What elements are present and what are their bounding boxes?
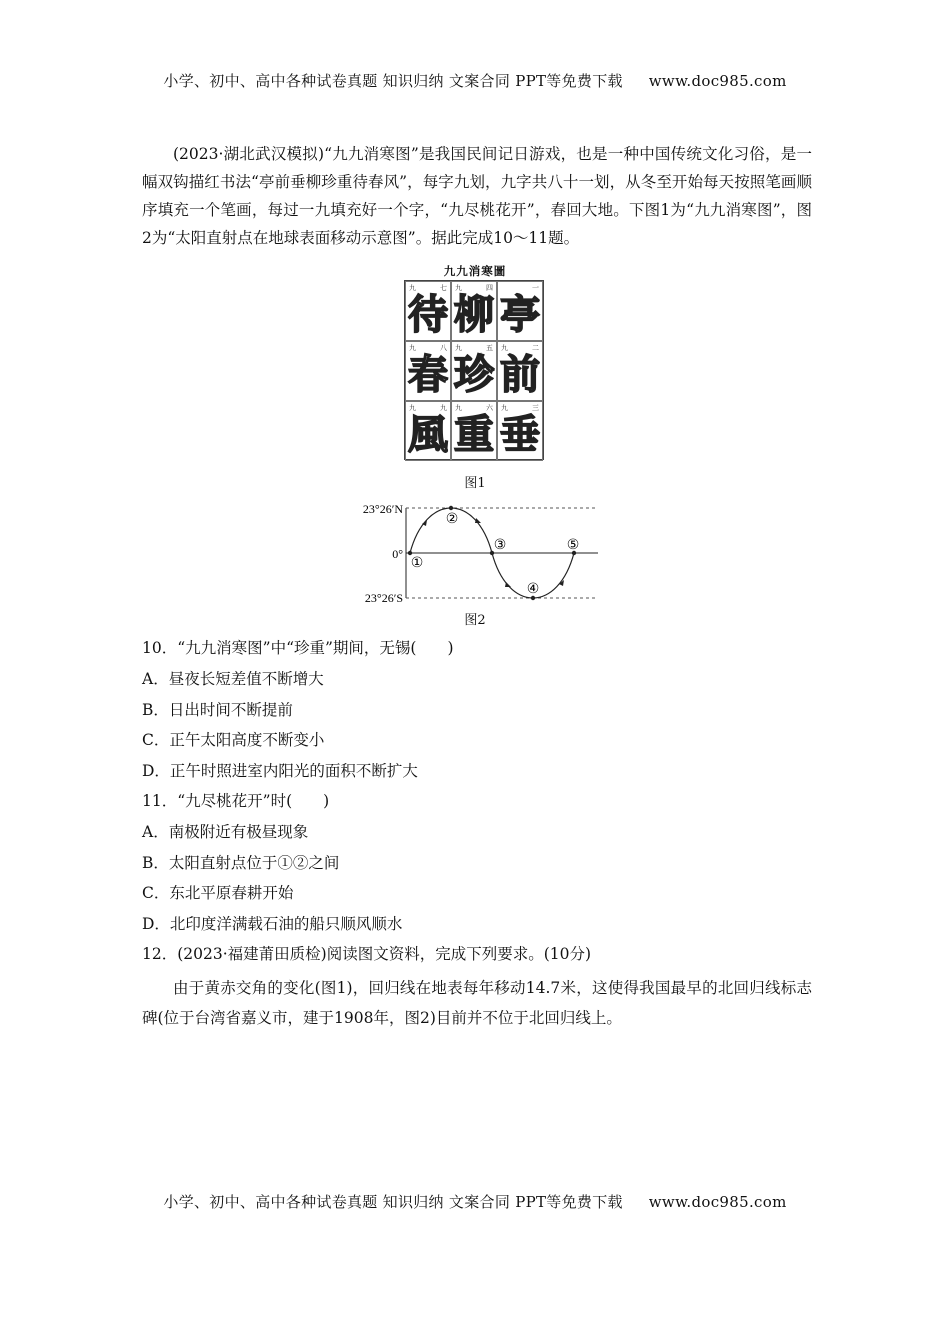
point-label: ③ xyxy=(493,537,507,553)
cell-label: 三 xyxy=(532,404,539,412)
figure-1 xyxy=(404,262,546,460)
point-label: ② xyxy=(445,511,459,527)
cell-label: 九 xyxy=(455,344,462,352)
cell-label: 九 xyxy=(409,404,416,412)
grid-cell xyxy=(451,281,497,341)
cell-label: 八 xyxy=(440,344,447,352)
cell-character: 風 xyxy=(408,412,448,458)
grid-cell xyxy=(405,281,451,341)
cell-label: 九 xyxy=(455,284,462,292)
cell-label: 九 xyxy=(501,344,508,352)
q11-option-d: D．北印度洋满载石油的船只顺风顺水 xyxy=(142,915,403,933)
label-south: 23°26′S xyxy=(364,591,403,605)
footer-text: 小学、初中、高中各种试卷真题 知识归纳 文案合同 PPT等免费下载 xyxy=(163,1193,623,1211)
cell-character: 待 xyxy=(408,292,448,338)
q11-stem: 11．“九尽桃花开”时( ) xyxy=(142,792,330,810)
q10-option-d: D．正午时照进室内阳光的面积不断扩大 xyxy=(142,762,418,780)
point-dot xyxy=(449,506,453,510)
point-label: ④ xyxy=(526,581,540,597)
cell-character: 珍 xyxy=(454,352,494,398)
label-north: 23°26′N xyxy=(362,502,403,516)
grid-cell xyxy=(405,341,451,401)
cell-character: 柳 xyxy=(454,292,494,338)
header-text: 小学、初中、高中各种试卷真题 知识归纳 文案合同 PPT等免费下载 xyxy=(163,72,623,90)
label-equator: 0° xyxy=(392,547,403,561)
arrow-icon xyxy=(505,582,511,587)
cell-label: 六 xyxy=(486,404,493,412)
cell-label: 九 xyxy=(409,284,416,292)
grid-cell xyxy=(497,341,543,401)
cell-label: 九 xyxy=(409,344,416,352)
grid-cell xyxy=(497,401,543,461)
cell-character: 春 xyxy=(408,352,448,398)
cell-label: 五 xyxy=(486,344,493,352)
point-label: ⑤ xyxy=(566,537,580,553)
figure-2-caption: 图2 xyxy=(464,613,486,628)
cell-character: 重 xyxy=(454,412,494,458)
q12-stem: 12．(2023·福建莆田质检)阅读图文资料，完成下列要求。(10分) xyxy=(142,945,592,963)
q12-paragraph: 由于黄赤交角的变化(图1)，回归线在地表每年移动14.7米，这使得我国最早的北回归线标志碑(位于台湾省嘉义市，建于1908年，图2)目前并不位于北回归线上。 xyxy=(142,979,812,1027)
figure-1-title: 九九消寒圖 xyxy=(443,264,507,278)
q10-option-b: B．日出时间不断提前 xyxy=(142,701,293,719)
grid-cell xyxy=(405,401,451,461)
intro-paragraph: (2023·湖北武汉模拟)“九九消寒图”是我国民间记日游戏，也是一种中国传统文化习俗，是一幅双钩描红书法“亭前垂柳珍重待春风”，每字九划，九字共八十一划，从冬至开始每天按照笔画顺序填充一个笔画，每过一九填充好一个字，“九尽桃花开”，春回大地。下图1为“九九消寒图”，图2为“太阳直射点在地球表面移动示意图”。据此完成10～11题。 xyxy=(142,145,812,247)
grid-cell xyxy=(497,281,543,341)
header-site-link[interactable]: www.doc985.com xyxy=(648,72,787,90)
cell-label: 九 xyxy=(440,404,447,412)
page-footer xyxy=(0,1191,950,1212)
grid-cell xyxy=(451,341,497,401)
arrow-icon xyxy=(475,518,481,523)
page-header xyxy=(0,70,950,91)
point-label: ① xyxy=(410,555,424,571)
footer-site-link[interactable]: www.doc985.com xyxy=(648,1193,787,1211)
q10-stem: 10．“九九消寒图”中“珍重”期间，无锡( ) xyxy=(142,639,454,657)
cell-label: 七 xyxy=(440,284,447,292)
calligraphy-grid xyxy=(404,280,544,460)
cell-character: 前 xyxy=(500,352,540,398)
q10-option-c: C．正午太阳高度不断变小 xyxy=(142,731,325,749)
cell-label: 二 xyxy=(532,344,539,352)
grid-cell xyxy=(451,401,497,461)
cell-label: 九 xyxy=(501,404,508,412)
cell-label: 一 xyxy=(532,284,539,292)
q11-option-a: A．南极附近有极昼现象 xyxy=(142,823,309,841)
cell-character: 垂 xyxy=(500,412,540,458)
cell-label: 四 xyxy=(486,284,493,292)
figure-1-caption: 图1 xyxy=(464,476,486,491)
q10-option-a: A．昼夜长短差值不断增大 xyxy=(142,670,324,688)
cell-label: 九 xyxy=(455,404,462,412)
q11-option-b: B．太阳直射点位于①②之间 xyxy=(142,854,340,872)
q11-option-c: C．东北平原春耕开始 xyxy=(142,884,294,902)
cell-character: 亭 xyxy=(500,292,540,338)
figure-2-diagram xyxy=(340,496,610,608)
